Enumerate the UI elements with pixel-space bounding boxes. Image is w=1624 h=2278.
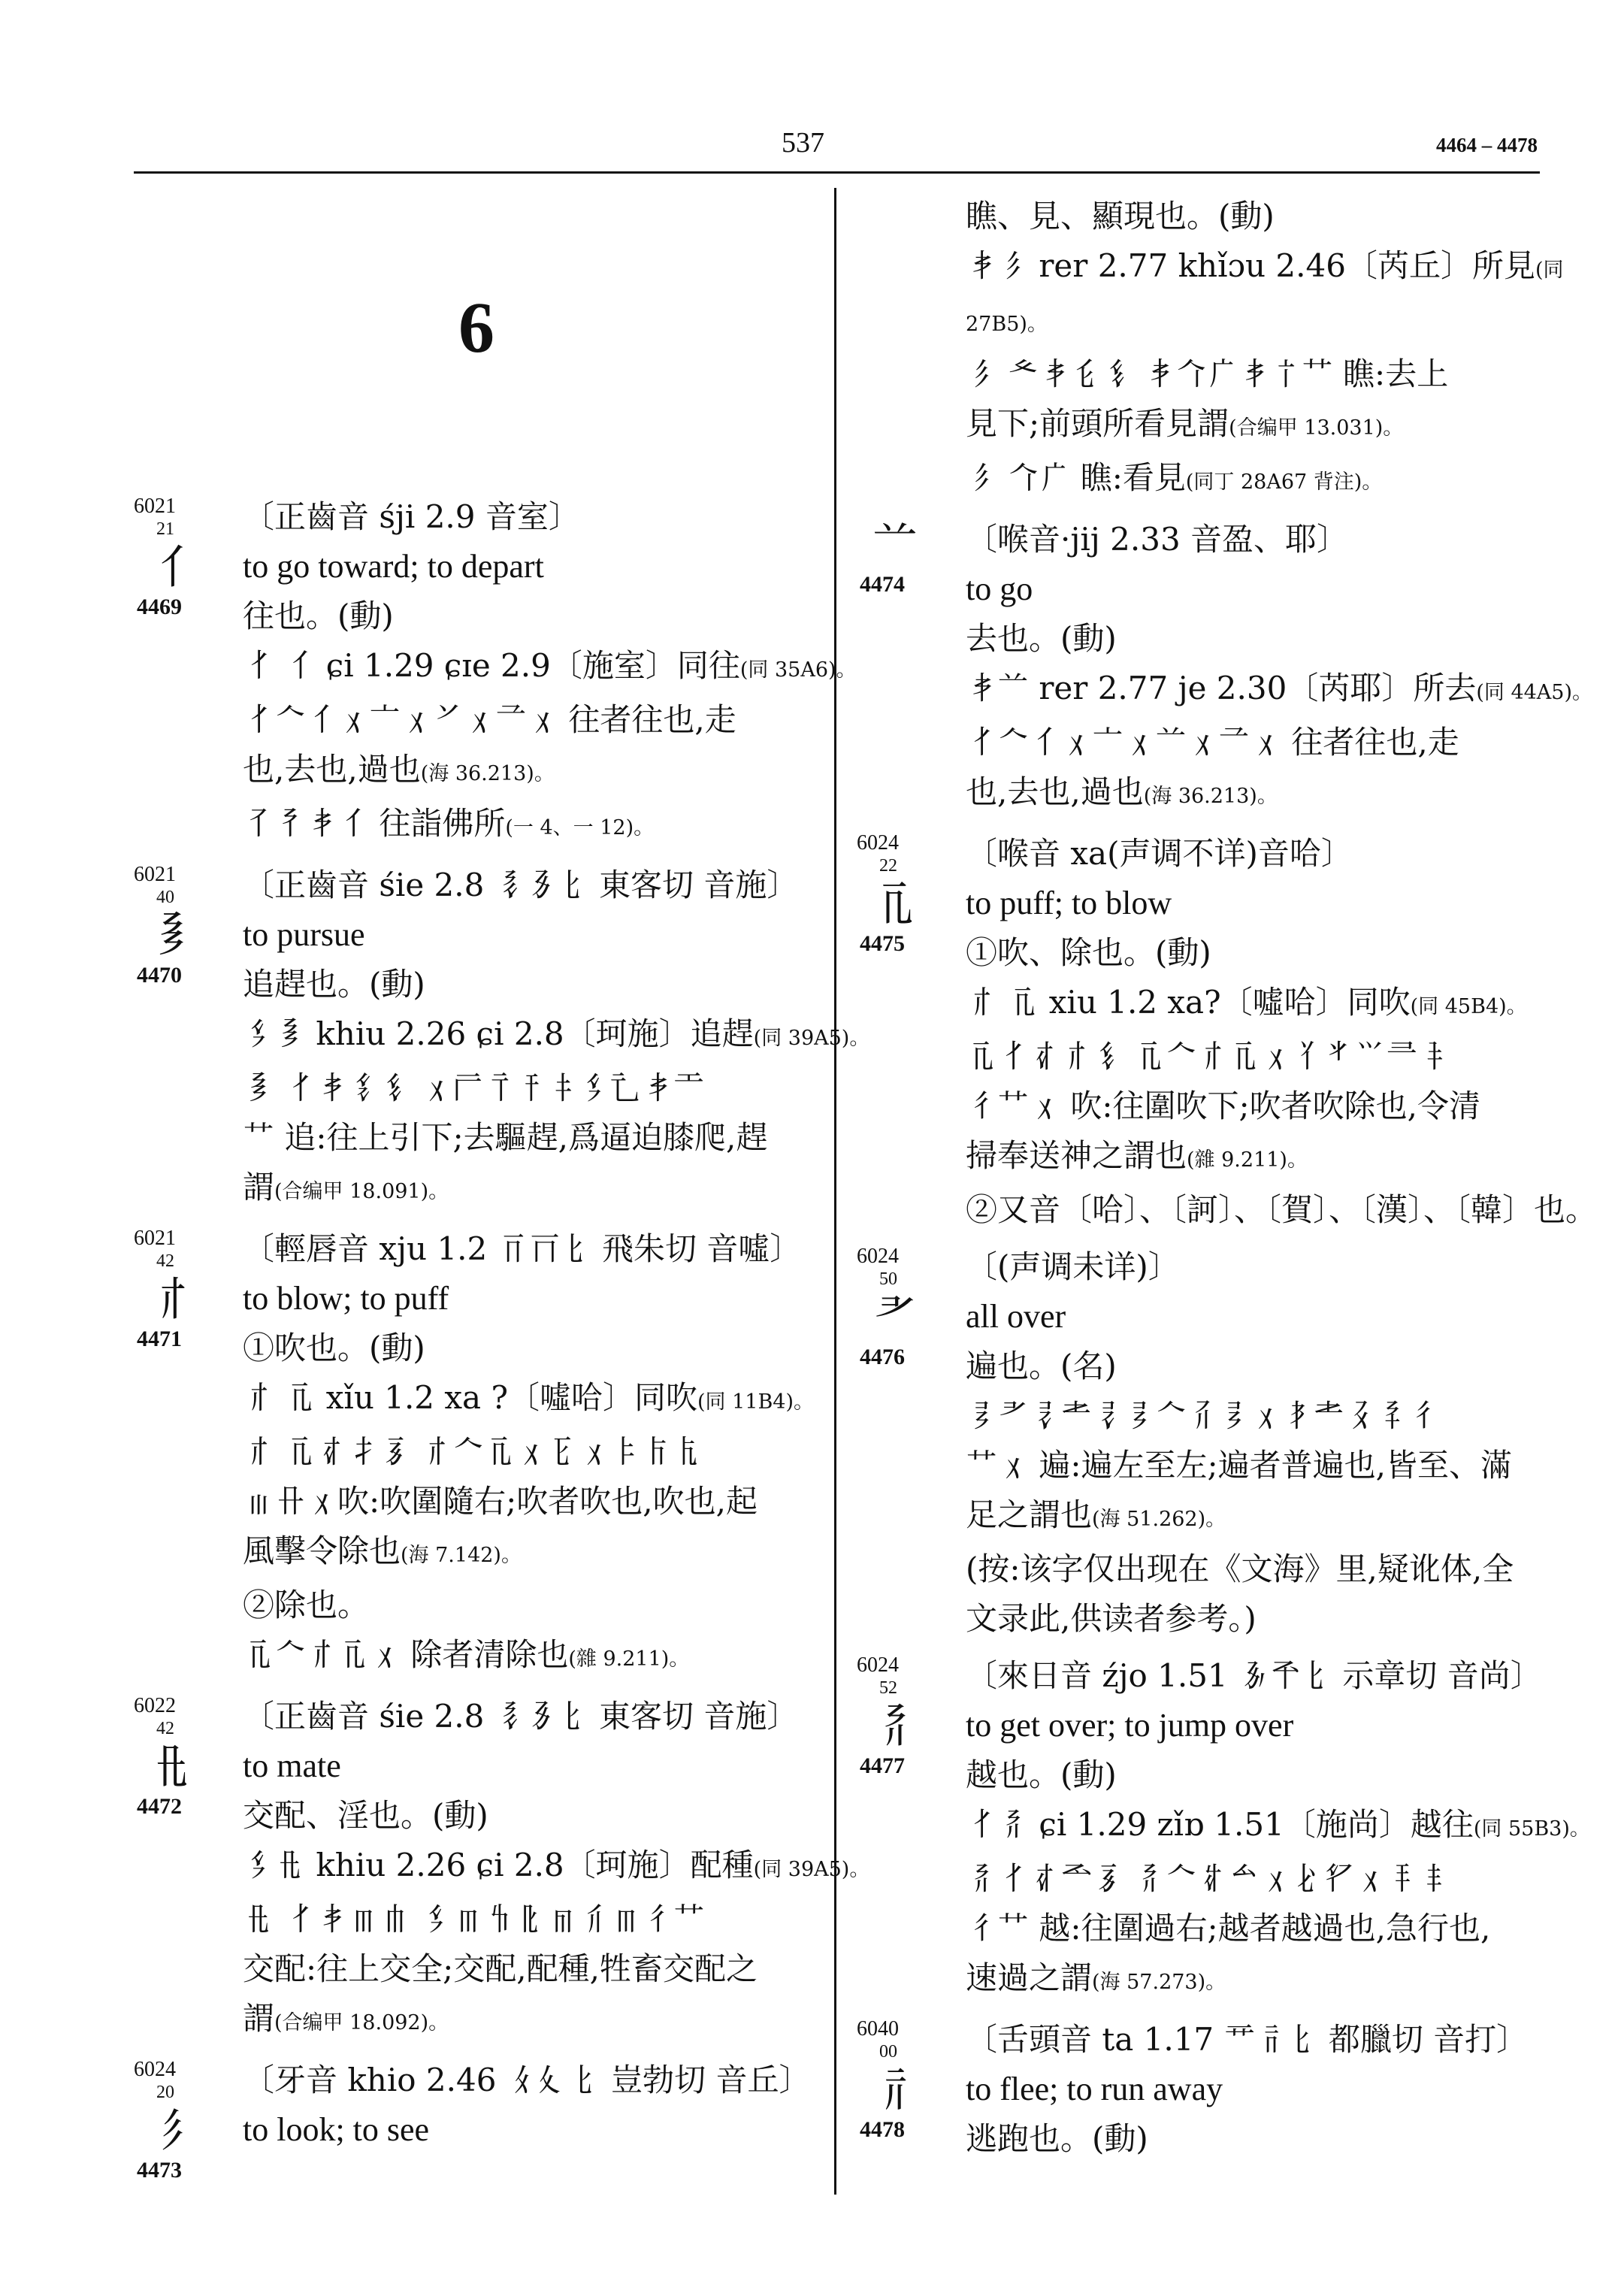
sub-code: 42 <box>156 1719 174 1738</box>
line-text: 瞧、見、顯現也。(動) <box>966 198 1275 234</box>
sub-code: 22 <box>879 856 897 876</box>
source-reference: (同 35A6)。 <box>739 658 857 682</box>
line-text: 謂 <box>243 2000 275 2037</box>
source-reference: (合编甲 13.031)。 <box>1229 416 1404 440</box>
source-reference: (雜 9.211)。 <box>1187 1148 1308 1172</box>
entry-line <box>966 1490 1544 1544</box>
entry-line <box>966 767 1544 821</box>
dictionary-entry <box>857 829 1598 1235</box>
entry-line <box>243 695 821 745</box>
line-text: 𘡘𘠖𘠱𘡛𘠳 𘡘𘠗𘡜𘡝𘠘𘡞𘡟𘠘𘡠𘡡 <box>966 1860 1450 1897</box>
entry-gutter <box>134 2059 224 2183</box>
line-text: 𘠞𘡊 rer 2.77 je 2.30〔芮耶〕所去 <box>966 670 1477 706</box>
line-text: 交配、淫也。(動) <box>243 1797 488 1834</box>
line-text: 𘠭 𘠰 xiu 1.2 xa?〔噓哈〕同吹 <box>966 984 1411 1021</box>
entry-number: 4477 <box>860 1753 905 1778</box>
page-number: 537 <box>782 127 824 159</box>
tangut-headword: 𘡂 <box>149 2103 196 2158</box>
entry-gutter <box>134 1227 224 1352</box>
source-reference: (合编甲 18.092)。 <box>274 2011 449 2034</box>
tangut-headword: 𘠕 <box>149 540 196 594</box>
english-gloss <box>966 879 1544 928</box>
source-reference: (同 <box>1535 259 1564 282</box>
english-gloss <box>243 1741 821 1791</box>
line-text: ②又音〔哈〕、〔訶〕、〔賀〕、〔漢〕、〔韓〕也。 <box>966 1191 1598 1228</box>
entry-line <box>966 1594 1544 1644</box>
four-corner-code: 6021 <box>134 495 176 518</box>
entry-line <box>966 1750 1544 1800</box>
entry-line <box>966 515 1544 564</box>
tangut-headword: 𘡊 <box>872 517 919 572</box>
entry-line <box>243 2056 821 2105</box>
entry-line <box>243 1477 821 1526</box>
source-reference: (同 11B4)。 <box>697 1390 814 1414</box>
entry-gutter <box>857 1654 947 1779</box>
entry-line <box>966 978 1544 1032</box>
line-text: to go <box>966 570 1033 607</box>
entry-line <box>243 1373 821 1427</box>
line-text: 𘠟 𘠖𘠞𘠤𘠥 𘠘𘠦𘠧𘠨𘠩𘠣𘠪𘠞𘠫 <box>243 1069 705 1106</box>
entry-line <box>243 1692 821 1741</box>
entry-line <box>243 1994 821 2048</box>
line-text: 𘠰𘠗𘠭𘠰𘠘 除者清除也 <box>243 1636 569 1673</box>
left-column <box>134 192 870 2183</box>
line-text: to go toward; to depart <box>243 548 544 585</box>
source-reference: (同 39A5)。 <box>753 1858 870 1881</box>
source-reference: (海 36.213)。 <box>420 762 555 785</box>
line-text: 〔來日音 źjo 1.51 𘡙𘡚𘠢 示章切 音尚〕 <box>966 1657 1542 1694</box>
line-text: all over <box>966 1298 1066 1335</box>
entry-number: 4476 <box>860 1345 905 1369</box>
tangut-headword: 𘡘 <box>872 1699 919 1753</box>
line-text: 𘠰𘠖𘠱𘠭𘠥 𘠰𘠗𘠭𘠰𘠘𘡋𘡌𘡍𘡎𘡏 <box>966 1038 1450 1075</box>
line-text: 𘠣𘠺 khiu 2.26 ɕi 2.8〔珂施〕配種 <box>243 1847 754 1883</box>
entry-gutter <box>134 864 224 988</box>
dictionary-entry <box>134 2056 821 2183</box>
source-reference: 27B5)。 <box>966 313 1048 336</box>
source-reference: (海 51.262)。 <box>1092 1508 1226 1531</box>
entry-gutter <box>857 518 947 597</box>
entry-line <box>243 492 821 542</box>
entry-line <box>966 1904 1544 1953</box>
entry-gutter <box>857 832 947 957</box>
line-text: 也,去也,過也 <box>966 773 1144 810</box>
line-text: to look; to see <box>243 2111 430 2148</box>
line-text: 𘠸𘠹𘠘吹:吹圍隨右;吹者吹也,吹也,起 <box>243 1483 758 1520</box>
line-text: 遍也。(名) <box>966 1348 1117 1384</box>
entry-line <box>243 1630 821 1684</box>
source-reference: (一 4、一 12)。 <box>505 816 655 840</box>
line-text: 𘠭 𘠰 xǐu 1.2 xa ?〔噓哈〕同吹 <box>243 1379 697 1416</box>
four-corner-code: 6024 <box>857 831 899 855</box>
source-reference: (海 7.142)。 <box>401 1544 522 1567</box>
entry-line <box>966 1391 1544 1441</box>
line-text: 〔喉音 xa(声调不详)音哈〕 <box>966 835 1353 872</box>
source-reference: (合编甲 18.091)。 <box>274 1180 449 1203</box>
line-text: 𘠖𘡘 ɕi 1.29 zǐɒ 1.51〔施尚〕越往 <box>966 1806 1474 1843</box>
tangut-headword: 𘠭 <box>149 1272 196 1327</box>
line-text: to get over; to jump over <box>966 1707 1294 1744</box>
dictionary-entry <box>857 515 1593 821</box>
english-gloss <box>966 1701 1544 1750</box>
line-text: (按:该字仅出现在《文海》里,疑讹体,全 <box>966 1550 1514 1587</box>
entry-gutter <box>857 2018 947 2143</box>
entry-number: 4478 <box>860 2117 905 2142</box>
entry-line <box>966 1032 1544 1082</box>
entry-number: 4473 <box>137 2158 182 2183</box>
english-gloss <box>966 2065 1544 2114</box>
line-text: 〔牙音 khio 2.46 𘡃𘡄𘠢 豈勃切 音丘〕 <box>243 2062 811 2098</box>
dictionary-entry <box>134 1692 870 2048</box>
line-text: 𘡁𘠬 越:往圍過右;越者越過也,急行也, <box>966 1910 1491 1947</box>
dictionary-entry <box>134 861 870 1217</box>
entry-line <box>966 1800 1590 1854</box>
four-corner-code: 6024 <box>134 2058 176 2081</box>
entry-number: 4469 <box>137 594 182 619</box>
line-text: 〔輕唇音 xju 1.2 𘠮𘠯𘠢 飛朱切 音噓〕 <box>243 1230 802 1267</box>
entry-line <box>966 2015 1544 2065</box>
line-text: 𘠜𘠝𘠞𘠕 往詣佛所 <box>243 805 506 842</box>
section-number: 6 <box>458 287 494 368</box>
english-gloss <box>243 542 821 591</box>
entry-line <box>966 399 1544 453</box>
column-divider <box>834 188 836 2195</box>
line-text: 掃奉送神之謂也 <box>966 1137 1187 1174</box>
entry-gutter <box>134 1695 224 1820</box>
line-text: 𘡑𘡐𘡒𘡓𘡒𘡑𘠗𘡔𘡑𘠘𘡕𘡓𘡖𘡗𘡁 <box>966 1397 1440 1434</box>
tangut-headword: 𘠟 <box>149 908 196 963</box>
line-text: to mate <box>243 1747 341 1784</box>
continued-entry <box>857 192 1564 507</box>
entry-line <box>966 1185 1598 1235</box>
line-text: 文录此,供读者参考。) <box>966 1600 1257 1637</box>
entry-number: 4472 <box>137 1794 182 1819</box>
entry-line <box>966 718 1544 767</box>
entry-line <box>966 1953 1544 2007</box>
four-corner-code: 6021 <box>134 863 176 886</box>
four-corner-code: 6024 <box>857 1245 899 1268</box>
english-gloss <box>243 910 821 960</box>
source-reference: (同 44A5)。 <box>1476 681 1593 704</box>
line-text: to blow; to puff <box>243 1280 449 1317</box>
line-text: 越也。(動) <box>966 1756 1117 1793</box>
entry-line <box>966 1651 1544 1701</box>
entry-gutter <box>857 1245 947 1370</box>
line-text: to pursue <box>243 916 365 953</box>
source-reference: (同 55B3)。 <box>1473 1817 1590 1841</box>
line-text: 去也。(動) <box>966 620 1117 657</box>
entry-line <box>243 745 821 799</box>
four-corner-code: 6021 <box>134 1227 176 1250</box>
line-text: 𘠣𘠟 khiu 2.26 ɕi 2.8〔珂施〕追趕 <box>243 1015 754 1052</box>
dictionary-entry <box>857 2015 1544 2164</box>
sub-code: 21 <box>156 519 174 539</box>
sub-code: 20 <box>156 2083 174 2102</box>
entry-line <box>966 349 1544 399</box>
line-text: ②除也。 <box>243 1587 370 1623</box>
entry-number: 4475 <box>860 931 905 956</box>
entry-line <box>966 1131 1544 1185</box>
entry-line <box>966 829 1544 879</box>
line-text: 𘠞𘡂 rer 2.77 khǐɔu 2.46〔芮丘〕所見 <box>966 247 1535 284</box>
sub-code: 42 <box>156 1251 174 1271</box>
four-corner-code: 6024 <box>857 1653 899 1677</box>
entry-line <box>966 1441 1544 1490</box>
entry-line <box>243 1063 821 1113</box>
english-gloss <box>243 2105 821 2155</box>
line-text: 〔(声调未详)〕 <box>966 1248 1180 1285</box>
source-reference: (同 45B4)。 <box>1410 995 1527 1018</box>
tangut-headword: 𘡐 <box>872 1290 919 1345</box>
sub-code: 00 <box>879 2042 897 2062</box>
entry-line <box>243 1581 821 1630</box>
entry-line <box>243 1841 870 1895</box>
dictionary-entry <box>857 1651 1590 2007</box>
entry-gutter <box>134 495 224 620</box>
entry-line <box>243 1895 821 1944</box>
header-rule <box>134 171 1540 174</box>
entry-line <box>243 1427 821 1477</box>
entry-line <box>966 1854 1544 1904</box>
line-text: 〔喉音·jij 2.33 音盈、耶〕 <box>966 521 1349 558</box>
entry-range: 4464 – 4478 <box>1436 134 1538 156</box>
line-text: 交配:往上交全;交配,配種,牲畜交配之 <box>243 1950 758 1987</box>
line-text: 𘠭 𘠰𘠱𘠲𘠳 𘠭𘠗𘠰𘠘𘠴𘠘𘠵𘠶𘠷 <box>243 1433 705 1470</box>
line-text: 𘠬𘠘 遍:遍左至左;遍者普遍也,皆至、滿 <box>966 1447 1513 1484</box>
line-text: 𘠬 追:往上引下;去驅趕,爲逼迫膝爬,趕 <box>243 1119 768 1156</box>
entry-line <box>243 861 821 910</box>
line-text: 𘠖𘠗𘠕𘠘𘠙𘠘𘡊𘠘𘠛𘠘 往者往也,走 <box>966 724 1459 761</box>
line-text: 𘠖 𘠕 ɕi 1.29 ɕɪe 2.9〔施室〕同往 <box>243 647 740 684</box>
entry-line <box>243 960 821 1009</box>
entry-line <box>966 241 1564 295</box>
source-reference: (海 57.273)。 <box>1092 1971 1226 1994</box>
line-text: 往也。(動) <box>243 597 394 634</box>
line-text: 𘡁𘠬𘠘 吹:往圍吹下;吹者吹除也,令清 <box>966 1088 1481 1124</box>
source-reference: (同 39A5)。 <box>753 1027 870 1050</box>
entry-number: 4470 <box>137 963 182 988</box>
line-text: 〔正齒音 śie 2.8 𘠠𘠡𘠢 東客切 音施〕 <box>243 867 799 903</box>
sub-code: 52 <box>879 1678 897 1698</box>
sub-code: 40 <box>156 888 174 907</box>
entry-line <box>966 1082 1544 1131</box>
four-corner-code: 6040 <box>857 2017 899 2041</box>
line-text: 謂 <box>243 1169 275 1206</box>
entry-line <box>966 1242 1544 1292</box>
english-gloss <box>966 564 1544 614</box>
entry-line <box>966 2114 1544 2164</box>
line-text: 足之謂也 <box>966 1496 1093 1533</box>
dictionary-entry <box>134 1224 821 1684</box>
entry-line <box>966 1342 1544 1391</box>
tangut-headword: 𘡢 <box>872 2062 919 2117</box>
line-text: 〔正齒音 śji 2.9 音室〕 <box>243 498 580 535</box>
line-text: 𘡂 𘡅𘠞𘡆𘠥 𘠞𘡇𘡈𘠞𘡉𘠬 瞧:去上 <box>966 355 1449 392</box>
line-text: 見下;前頭所看見謂 <box>966 405 1229 442</box>
line-text: 〔正齒音 śie 2.8 𘠠𘠡𘠢 東客切 音施〕 <box>243 1698 799 1735</box>
entry-line <box>243 1009 870 1063</box>
tangut-headword: 𘠰 <box>872 876 919 931</box>
source-reference: (海 36.213)。 <box>1143 785 1278 808</box>
entry-line <box>243 1944 821 1994</box>
four-corner-code: 6022 <box>134 1694 176 1717</box>
right-column <box>857 192 1598 2171</box>
entry-line <box>966 614 1544 664</box>
entry-line <box>966 453 1544 507</box>
entry-line <box>243 1113 821 1163</box>
sub-code: 50 <box>879 1269 897 1289</box>
entry-line <box>243 1526 821 1581</box>
line-text: 𘠖𘠗𘠕𘠘𘠙𘠘𘠚𘠘𘠛𘠘 往者往也,走 <box>243 701 736 738</box>
entry-line <box>966 928 1544 978</box>
entry-line <box>243 1163 821 1217</box>
line-text: 〔舌頭音 ta 1.17 𘡣𘡤𘠢 都臘切 音打〕 <box>966 2021 1529 2058</box>
line-text: 追趕也。(動) <box>243 966 425 1003</box>
english-gloss <box>966 1292 1544 1342</box>
line-text: ①吹也。(動) <box>243 1330 425 1366</box>
entry-line <box>966 295 1544 349</box>
line-text: 𘠺 𘠖𘠞𘠻𘠼 𘠣𘠻𘠽𘠾𘠿𘡀𘠻𘡁𘠬 <box>243 1901 705 1938</box>
entry-number: 4474 <box>860 572 905 597</box>
line-text: 𘡂 𘡇𘡈 瞧:看見 <box>966 459 1186 496</box>
entry-line <box>243 1324 821 1373</box>
dictionary-entry <box>134 492 857 853</box>
entry-line <box>243 799 821 853</box>
line-text: to flee; to run away <box>966 2071 1223 2107</box>
entry-line <box>966 664 1593 718</box>
line-text: 也,去也,過也 <box>243 751 421 788</box>
line-text: ①吹、除也。(動) <box>966 934 1211 971</box>
entry-line <box>243 1791 821 1841</box>
source-reference: (同丁 28A67 背注)。 <box>1185 470 1383 494</box>
line-text: 逃跑也。(動) <box>966 2120 1148 2157</box>
tangut-headword: 𘠺 <box>149 1739 196 1794</box>
line-text: 速過之謂 <box>966 1959 1093 1996</box>
line-text: 風擊令除也 <box>243 1532 401 1569</box>
entry-line <box>243 1224 821 1274</box>
english-gloss <box>243 1274 821 1324</box>
entry-line <box>243 591 821 641</box>
entry-number: 4471 <box>137 1327 182 1351</box>
entry-line <box>966 1544 1544 1594</box>
entry-line <box>243 641 857 695</box>
line-text: to puff; to blow <box>966 885 1172 921</box>
dictionary-entry <box>857 1242 1544 1644</box>
source-reference: (雜 9.211)。 <box>568 1647 690 1671</box>
entry-line <box>966 192 1544 241</box>
